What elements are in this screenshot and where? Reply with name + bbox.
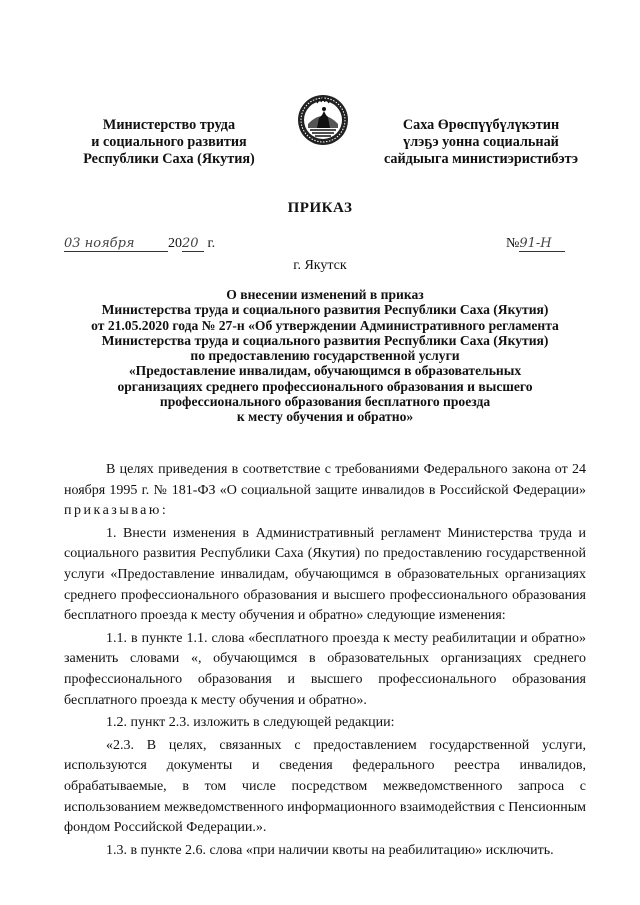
date-handwritten-day: 03 ноября bbox=[64, 236, 168, 252]
subject-line: Министерства труда и социального развития Республики Саха (Якутия) bbox=[101, 332, 549, 348]
order-subject bbox=[70, 287, 580, 425]
date-year-prefix: 20 bbox=[168, 236, 182, 251]
subject-line: «Предоставление инвалидам, обучающимся в образовательных bbox=[128, 363, 522, 379]
order-number-prefix: № bbox=[506, 236, 520, 251]
subject-line: О внесении изменений в приказ bbox=[226, 287, 424, 302]
ministry-sah-line-2: үлэҕэ уонна социальнай bbox=[403, 134, 559, 150]
subject-line: профессионального образования бесплатного проезда bbox=[159, 394, 491, 410]
subject-line: от 21.05.2020 года № 27-н «Об утверждении Административного регламента bbox=[91, 317, 559, 333]
city-name: г. Якутск bbox=[293, 258, 347, 273]
ministry-sah-line-1: Саха Өрөспүүбүлүкэтин bbox=[402, 117, 560, 133]
preamble-end: : bbox=[161, 503, 166, 519]
body-paragraph-preamble bbox=[64, 460, 586, 522]
subject-line: организациях среднего профессионального образования и высшего bbox=[117, 378, 533, 394]
ministry-sah-line-3: сайдыыга министиэристибэтэ bbox=[383, 151, 579, 167]
coat-of-arms-emblem bbox=[297, 94, 349, 146]
ministry-ru-line-1: Министерство труда bbox=[102, 117, 236, 133]
order-number-handwritten: 91-Н bbox=[519, 236, 565, 252]
subject-line: по предоставлению государственной услуги bbox=[190, 348, 460, 364]
date-year-suffix: г. bbox=[204, 236, 216, 251]
body-paragraph: 1.2. пункт 2.3. изложить в следующей редакции: bbox=[106, 715, 395, 731]
ministry-name-sakha bbox=[366, 117, 596, 168]
preamble-text: В целях приведения в соответствие с требованиями Федерального закона от 24 ноября 1995 г. № 181-ФЗ «О социальной защите инвалидов в Российской Федерации» bbox=[64, 462, 586, 498]
body-paragraph: 1.3. в пункте 2.6. слова «при наличии квоты на реабилитацию» исключить. bbox=[106, 842, 554, 858]
date-year-handwritten: 20 bbox=[182, 236, 204, 252]
body-paragraph: 1. Внести изменения в Административный регламент Министерства труда и социального развития Республики Саха (Якутия) по предоставлению государственной услуги «Предоставление инвалидам, обучающимся в образовательных организациях среднего профессионального образования и высшего профессионального образования бесплатного проезда к месту обучения и обратно» следующие изменения: bbox=[64, 525, 586, 624]
order-number bbox=[506, 236, 586, 256]
preamble-order-word: приказываю bbox=[64, 503, 162, 519]
subject-line: Министерства труда и социального развития Республики Саха (Якутия) bbox=[101, 302, 549, 318]
order-date bbox=[64, 236, 254, 256]
document-title: ПРИКАЗ bbox=[287, 200, 353, 216]
body-paragraph: 1.1. в пункте 1.1. слова «бесплатного проезда к месту реабилитации и обратно» заменить словами «, обучающимся в образовательных организациях среднего профессионального образования и высшего профессионального образования бесплатного проезда к месту обучения и обратно». bbox=[64, 630, 586, 708]
order-body bbox=[64, 460, 586, 861]
subject-line: к месту обучения и обратно» bbox=[236, 409, 414, 425]
ministry-ru-line-3: Республики Саха (Якутия) bbox=[83, 151, 255, 167]
body-paragraph: «2.3. В целях, связанных с предоставлением государственной услуги, используются документы и сведения федерального реестра инвалидов, обрабатываемые, в том числе посредством межведомственного запроса с использованием межведомственного информационного взаимодействия с Пенсионным фондом Российской Федерации.». bbox=[64, 737, 586, 836]
ministry-ru-line-2: и социального развития bbox=[91, 134, 247, 150]
ministry-name-russian bbox=[64, 117, 274, 168]
